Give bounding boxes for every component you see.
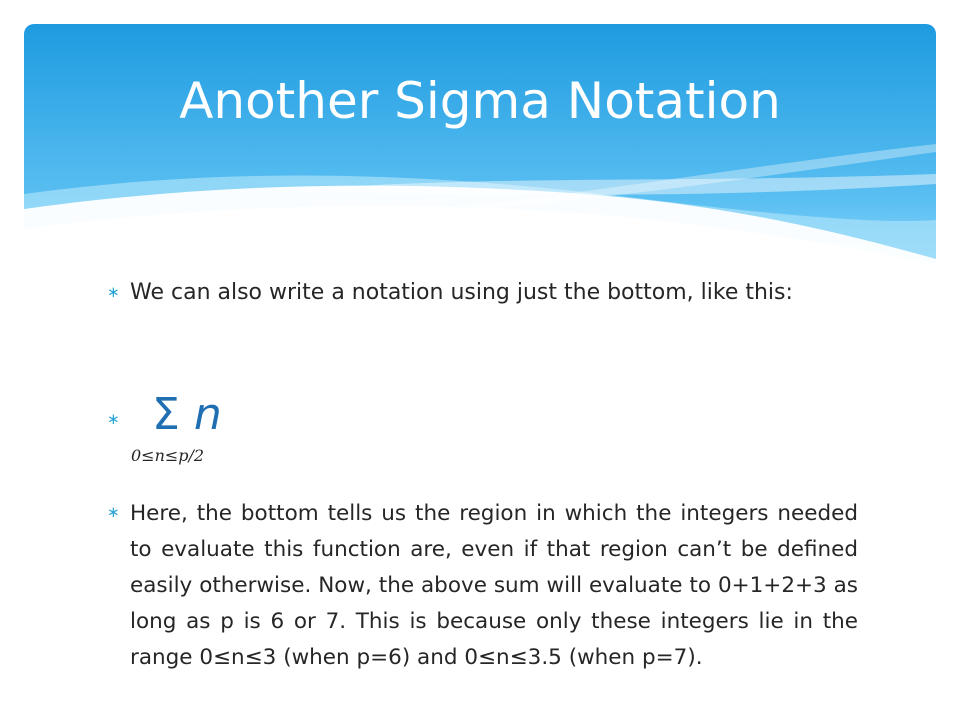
slide-title: Another Sigma Notation	[179, 72, 781, 130]
sigma-symbol: Σ	[152, 389, 180, 440]
bullet-text-intro: We can also write a notation using just the bottom, like this:	[130, 280, 793, 305]
header-banner	[24, 24, 936, 264]
bullet-text-explanation: Here, the bottom tells us the region in which the integers needed to evaluate this function are, even if that region can’t be defined easily otherwise. Now, the above sum will evaluate to 0+1+2+3 as long as p is 6 or 7. This is because only these integers lie in the range 0≤n≤3 (when p=6) and 0≤n≤3.5 (when p=7).	[130, 501, 858, 670]
sigma-subscript: 0≤n≤p/2	[131, 446, 205, 465]
sigma-expression	[152, 389, 222, 441]
bullet-icon: ∗	[107, 503, 120, 521]
bullet-icon: ∗	[107, 410, 120, 428]
sigma-variable: n	[193, 389, 222, 440]
header-wave-graphic	[24, 24, 936, 264]
bullet-icon: ∗	[107, 283, 120, 301]
